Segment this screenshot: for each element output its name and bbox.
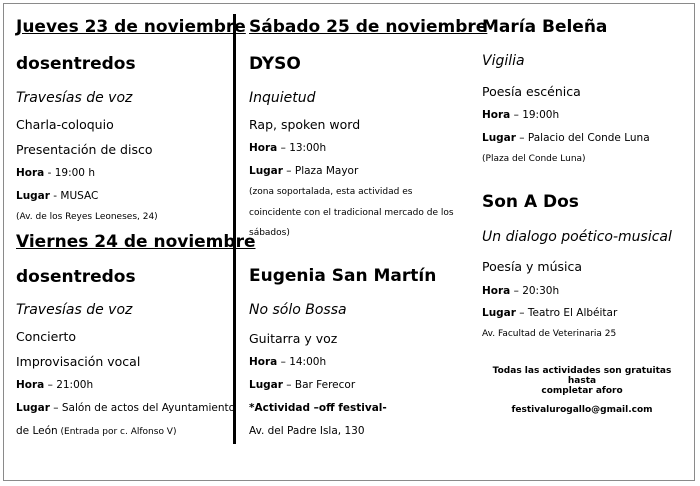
event-date: Sábado 25 de noviembre [249, 17, 488, 37]
place-value: – Salón de actos del Ayuntamiento [49, 402, 236, 414]
event-time [249, 142, 326, 154]
event-title: Travesías de voz [16, 302, 133, 318]
place-label: Lugar [249, 379, 283, 391]
footer-email: festivalurogallo@gmail.com [511, 405, 653, 415]
event-date: Viernes 24 de noviembre [16, 232, 256, 252]
event-artist: Eugenia San Martín [249, 266, 437, 286]
event-description: Poesía escénica [482, 84, 581, 99]
event-time [482, 109, 559, 121]
place-label: Lugar [482, 307, 516, 319]
event-artist: Son A Dos [482, 192, 579, 212]
place-value: de León [16, 425, 58, 437]
place-value: - MUSAC [49, 190, 99, 202]
place-value: – Palacio del Conde Luna [515, 132, 650, 144]
time-value: – 14:00h [277, 356, 327, 368]
place-value: – Plaza Mayor [282, 165, 359, 177]
time-value: – 13:00h [277, 142, 327, 154]
event-address: (Plaza del Conde Luna) [482, 154, 586, 164]
event-artist: DYSO [249, 54, 301, 74]
event-time [249, 356, 326, 368]
event-note: coincidente con el tradicional mercado de los [249, 208, 454, 218]
place-label: Lugar [16, 402, 50, 414]
event-time [16, 379, 93, 391]
event-title: No sólo Bossa [249, 302, 347, 318]
event-artist: dosentredos [16, 54, 136, 74]
event-description: Charla-coloquio [16, 117, 114, 132]
event-description: Improvisación vocal [16, 354, 141, 369]
place-value: – Teatro El Albéitar [515, 307, 618, 319]
event-address: (Entrada por c. Alfonso V) [57, 427, 177, 437]
time-value: - 19:00 h [44, 167, 95, 179]
event-note: (zona soportalada, esta actividad es [249, 187, 413, 197]
event-place [16, 402, 235, 414]
event-place [249, 165, 358, 177]
place-label: Lugar [16, 190, 50, 202]
event-title: Un dialogo poético-musical [482, 229, 672, 245]
event-date: Jueves 23 de noviembre [16, 17, 246, 37]
event-place-continued [16, 425, 176, 437]
event-description: Rap, spoken word [249, 117, 361, 132]
event-artist: dosentredos [16, 267, 136, 287]
event-address: (Av. de los Reyes Leoneses, 24) [16, 212, 158, 222]
time-label: Hora [16, 379, 45, 391]
place-value: – Bar Ferecor [282, 379, 356, 391]
event-address: Av. Facultad de Veterinaria 25 [482, 329, 617, 339]
event-title: Vigilia [482, 53, 525, 69]
event-place [16, 190, 98, 202]
time-label: Hora [482, 285, 511, 297]
event-place [482, 132, 650, 144]
event-description: Poesía y música [482, 259, 583, 274]
event-place [249, 379, 355, 391]
column-divider [233, 14, 236, 444]
time-value: – 19:00h [510, 109, 560, 121]
time-label: Hora [249, 356, 278, 368]
time-label: Hora [249, 142, 278, 154]
event-artist: María Beleña [482, 17, 608, 37]
time-value: – 20:30h [510, 285, 560, 297]
place-label: Lugar [482, 132, 516, 144]
place-label: Lugar [249, 165, 283, 177]
time-label: Hora [482, 109, 511, 121]
time-value: – 21:00h [44, 379, 94, 391]
event-description: Presentación de disco [16, 142, 153, 157]
event-note: sábados) [249, 228, 290, 238]
event-description: Concierto [16, 329, 77, 344]
event-time [16, 167, 95, 179]
event-title: Travesías de voz [16, 90, 133, 106]
event-address: Av. del Padre Isla, 130 [249, 425, 365, 437]
time-label: Hora [16, 167, 45, 179]
footer-capacity: completar aforo [541, 386, 623, 396]
event-title: Inquietud [249, 90, 316, 106]
off-festival-note: *Actividad –off festival- [249, 402, 387, 414]
footer-free-entry: Todas las actividades son gratuitas hasta [492, 366, 672, 386]
event-place [482, 307, 617, 319]
event-description: Guitarra y voz [249, 331, 338, 346]
event-time [482, 285, 559, 297]
